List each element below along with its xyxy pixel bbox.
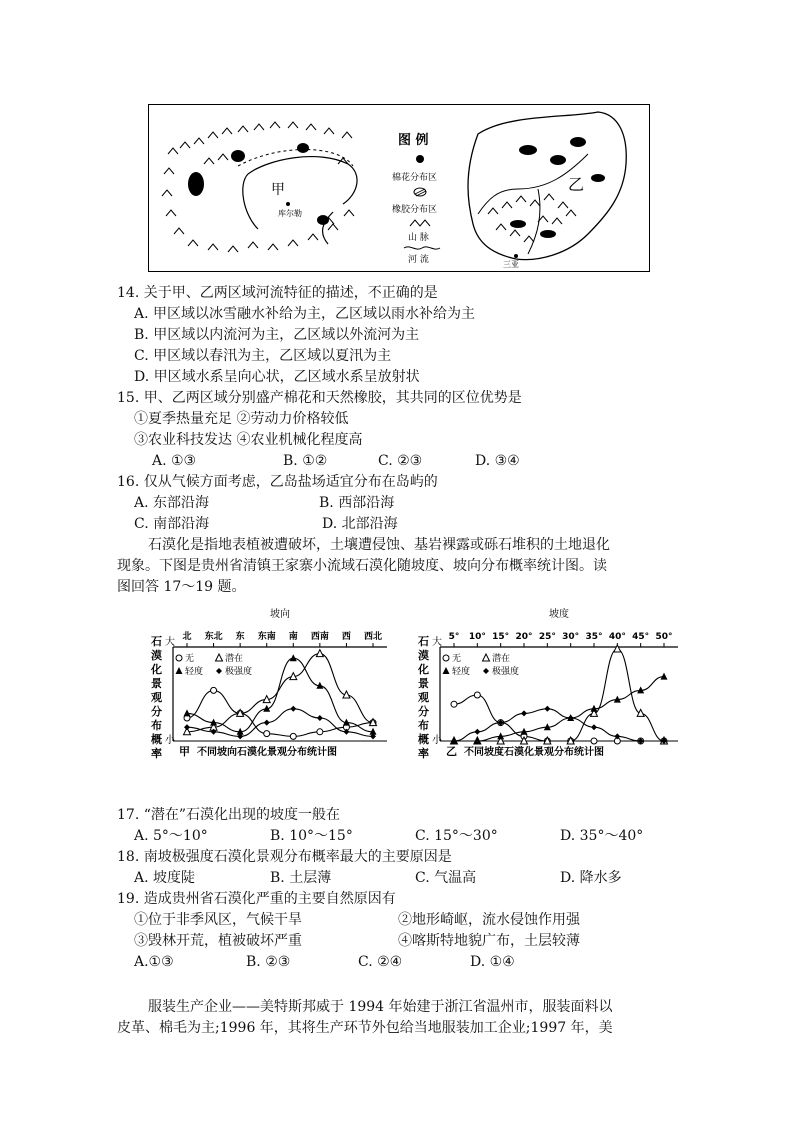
series-line <box>454 677 664 741</box>
q18-option-c[interactable]: C. 气温高 <box>415 870 477 886</box>
passage-line-2: 现象。下图是贵州省清镇王家寨小流域石漠化随坡度、坡向分布概率统计图。读 <box>117 558 607 574</box>
data-point <box>264 720 270 726</box>
q15-option-c[interactable]: C. ②③ <box>378 453 423 469</box>
passage2-line-1: 服装生产企业——美特斯邦威于 1994 年始建于浙江省温州市，服装面料以 <box>148 999 613 1015</box>
top-axis-label: 坡度 <box>549 609 569 620</box>
q17-stem: 17. “潜在”石漠化出现的坡度一般在 <box>117 807 341 823</box>
tick-label: 40° <box>608 632 626 642</box>
region-label-yi: 乙 <box>568 175 585 194</box>
data-point <box>661 673 668 680</box>
q16-option-c[interactable]: C. 南部沿海 <box>134 516 210 532</box>
q19-item-4: ④喀斯特地貌广布，土层较薄 <box>398 933 580 949</box>
top-axis-label: 坡向 <box>270 609 290 620</box>
y-axis-label-char: 观 <box>418 691 429 704</box>
q19-option-a[interactable]: A.①③ <box>134 954 174 970</box>
data-point <box>216 654 223 661</box>
data-point <box>521 710 527 716</box>
data-point <box>290 706 296 712</box>
city-label-jia: 库尔勒 <box>278 209 302 218</box>
q18-stem: 18. 南坡极强度石漠化景观分布概率最大的主要原因是 <box>117 849 452 865</box>
legend-label: 潜在 <box>492 654 511 664</box>
q18-option-d[interactable]: D. 降水多 <box>560 870 622 886</box>
legend-label: 极强度 <box>225 667 253 677</box>
y-axis-label-char: 景 <box>151 677 162 690</box>
data-point <box>443 667 450 674</box>
q17-option-c[interactable]: C. 15°～30° <box>415 828 498 844</box>
q17-option-b[interactable]: B. 10°～15° <box>270 828 353 844</box>
legend-label: 无 <box>185 654 195 664</box>
tick-label: 35° <box>585 632 603 642</box>
y-high-label: 大 <box>165 637 175 648</box>
q14-option-a[interactable]: A. 甲区域以冰雪融水补给为主，乙区域以雨水补给为主 <box>134 306 476 322</box>
tick-label: 东北 <box>204 632 223 642</box>
tick-label: 北 <box>182 632 192 642</box>
y-axis-label-char: 概 <box>151 733 162 746</box>
series-line <box>454 649 664 741</box>
q19-option-d[interactable]: D. ①④ <box>470 954 515 970</box>
q17-option-d[interactable]: D. 35°～40° <box>560 828 644 844</box>
q14-option-d[interactable]: D. 甲区域水系呈向心状，乙区域水系呈放射状 <box>134 369 420 385</box>
data-point <box>591 738 597 744</box>
q15-stem: 15. 甲、乙两区域分别盛产棉花和天然橡胶，其共同的区位优势是 <box>117 390 522 406</box>
data-point <box>317 729 323 735</box>
tick-label: 20° <box>515 632 533 642</box>
y-axis-label-char: 率 <box>151 747 162 760</box>
q19-item-3: ③毁林开荒，植被破坏严重 <box>134 933 302 949</box>
chart-title: 不同坡度石漠化景观分布统计图 <box>464 747 604 758</box>
data-point <box>591 724 597 730</box>
legend-label: 潜在 <box>225 654 244 664</box>
chart-label: 甲 <box>179 745 190 758</box>
data-point <box>474 692 480 698</box>
legend-label: 极强度 <box>492 667 520 677</box>
q15-items-1: ①夏季热量充足 ②劳动力价格较低 <box>134 411 349 427</box>
q16-stem: 16. 仅从气候方面考虑，乙岛盐场适宜分布在岛屿的 <box>117 474 438 490</box>
y-axis-label-char: 石 <box>418 635 429 648</box>
y-axis-label-char: 分 <box>151 705 162 718</box>
q19-stem: 19. 造成贵州省石漠化严重的主要自然原因有 <box>117 891 396 907</box>
q14-option-b[interactable]: B. 甲区域以内流河为主，乙区域以外流河为主 <box>134 327 420 343</box>
data-point <box>211 687 217 693</box>
legend-cotton: 棉花分布区 <box>392 173 438 183</box>
q18-option-a[interactable]: A. 坡度陡 <box>134 870 196 886</box>
series-line <box>454 709 664 741</box>
data-point <box>216 668 222 674</box>
tick-label: 东 <box>235 632 245 642</box>
q17-option-a[interactable]: A. 5°～10° <box>134 828 208 844</box>
data-point <box>264 731 270 737</box>
data-point <box>290 654 297 661</box>
y-axis-label-char: 布 <box>418 719 429 732</box>
q16-option-d[interactable]: D. 北部沿海 <box>322 516 398 532</box>
city-dot-jia <box>286 202 290 206</box>
tick-label: 东南 <box>257 632 276 642</box>
passage-line-1: 石漠化是指地表植被遭破坏，土壤遭侵蚀、基岩裸露或砾石堆积的土地退化 <box>148 537 610 553</box>
y-axis-label-char: 观 <box>151 691 162 704</box>
y-axis-label-char: 率 <box>418 747 429 760</box>
data-point <box>317 715 323 721</box>
chart-label: 乙 <box>446 745 457 758</box>
y-axis-label-char: 化 <box>418 663 429 676</box>
tick-label: 45° <box>632 632 650 642</box>
y-axis-label-char: 漠 <box>418 649 429 662</box>
y-axis-label-char: 漠 <box>151 649 162 662</box>
q15-option-a[interactable]: A. ①③ <box>152 453 197 469</box>
region-label-jia: 甲 <box>271 182 285 198</box>
y-axis-label-char: 景 <box>418 677 429 690</box>
chart-title: 不同坡向石漠化景观分布统计图 <box>197 747 337 758</box>
data-point <box>474 729 480 735</box>
tick-label: 25° <box>538 632 556 642</box>
tick-label: 50° <box>655 632 673 642</box>
cotton-legend-icon <box>416 155 424 163</box>
tick-label: 南 <box>288 632 298 642</box>
slope-chart <box>412 605 686 775</box>
y-high-label: 大 <box>432 637 442 648</box>
data-point <box>443 655 449 661</box>
data-point <box>316 650 323 657</box>
q16-option-b[interactable]: B. 西部沿海 <box>319 495 395 511</box>
city-dot-yi <box>514 254 518 258</box>
q18-option-b[interactable]: B. 土层薄 <box>270 870 332 886</box>
tick-label: 15° <box>492 632 510 642</box>
y-axis-label-char: 分 <box>418 705 429 718</box>
y-axis-label-char: 石 <box>151 635 162 648</box>
data-point <box>483 654 490 661</box>
legend-label: 无 <box>452 654 462 664</box>
q15-option-d[interactable]: D. ③④ <box>475 453 520 469</box>
data-point <box>483 668 489 674</box>
y-axis-label-char: 布 <box>151 719 162 732</box>
q15-items-2: ③农业科技发达 ④农业机械化程度高 <box>134 432 363 448</box>
q14-option-c[interactable]: C. 甲区域以春汛为主，乙区域以夏汛为主 <box>134 348 392 364</box>
map-figure <box>148 104 650 272</box>
legend-mountain: 山 脉 <box>408 233 429 243</box>
data-point <box>614 645 621 652</box>
tick-label: 10° <box>468 632 486 642</box>
tick-label: 30° <box>562 632 580 642</box>
y-low-label: 小 <box>165 735 175 746</box>
data-point <box>184 709 191 716</box>
y-axis-label-char: 化 <box>151 663 162 676</box>
q16-option-a[interactable]: A. 东部沿海 <box>134 495 210 511</box>
legend-title: 图 例 <box>398 133 429 148</box>
q15-option-b[interactable]: B. ①② <box>283 453 328 469</box>
data-point <box>184 724 190 730</box>
q19-item-2: ②地形崎岖，流水侵蚀作用强 <box>398 912 580 928</box>
passage-line-3: 图回答 17～19 题。 <box>117 579 246 595</box>
city-label-yi: 三亚 <box>503 260 519 269</box>
q14-stem: 14. 关于甲、乙两区域河流特征的描述，不正确的是 <box>117 285 438 301</box>
q19-option-b[interactable]: B. ②③ <box>246 954 291 970</box>
legend-river: 河 流 <box>408 255 429 265</box>
y-low-label: 小 <box>432 735 442 746</box>
legend-rubber: 橡胶分布区 <box>392 205 438 215</box>
tick-label: 5° <box>448 632 460 642</box>
legend-label: 轻度 <box>452 667 471 677</box>
data-point <box>451 701 457 707</box>
data-point <box>176 655 182 661</box>
y-axis-label-char: 概 <box>418 733 429 746</box>
tick-label: 西 <box>341 632 351 642</box>
data-point <box>290 733 296 739</box>
data-point <box>176 667 183 674</box>
q19-item-1: ①位于非季风区，气候干旱 <box>134 912 302 928</box>
tick-label: 西北 <box>363 632 383 642</box>
aspect-chart <box>145 605 395 775</box>
q19-option-c[interactable]: C. ②④ <box>358 954 403 970</box>
legend-label: 轻度 <box>185 667 204 677</box>
passage2-line-2: 皮革、棉毛为主;1996 年，其将生产环节外包给当地服装加工企业;1997 年，美 <box>117 1020 613 1036</box>
tick-label: 西南 <box>310 632 329 642</box>
series-line <box>454 695 664 741</box>
data-point <box>544 706 550 712</box>
